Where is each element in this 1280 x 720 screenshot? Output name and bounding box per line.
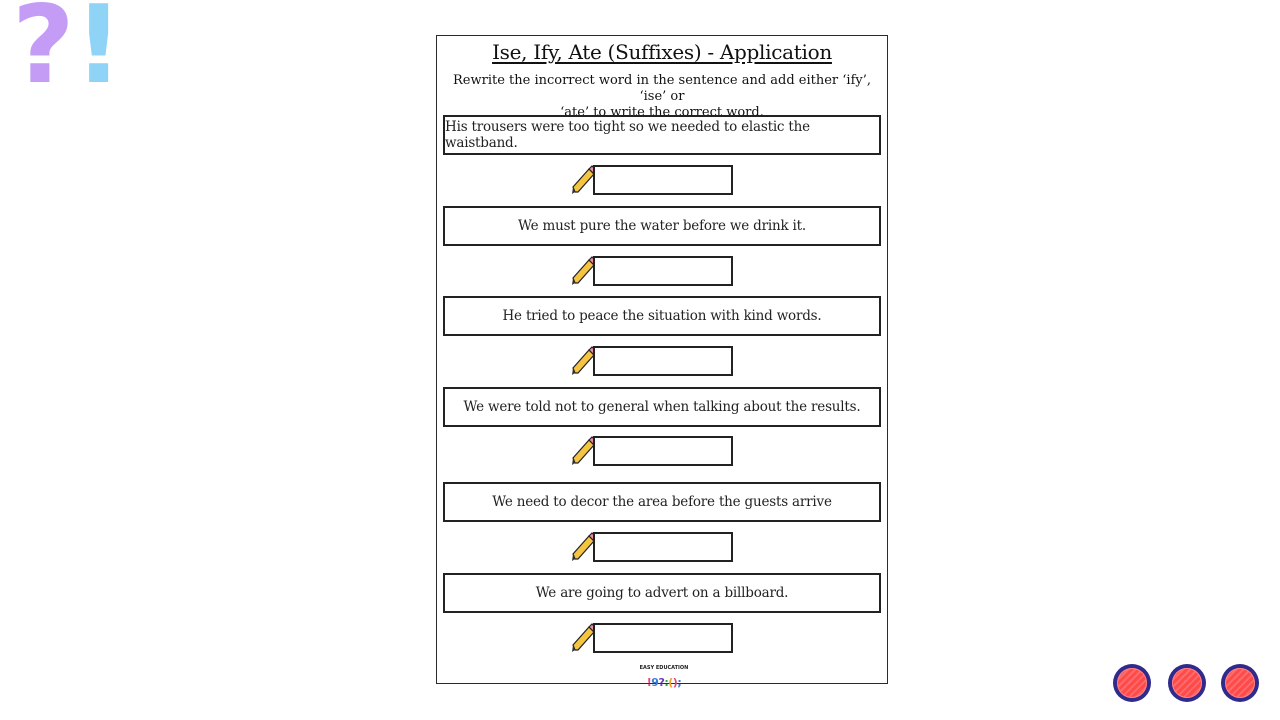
sentence-box: [443, 115, 881, 155]
answer-input[interactable]: [593, 623, 733, 653]
scribble-circle-icon: [1117, 668, 1147, 698]
nav-button-3[interactable]: [1221, 664, 1259, 702]
answer-input[interactable]: [593, 436, 733, 466]
sentence-box: [443, 387, 881, 427]
glyph: ?: [658, 676, 665, 689]
worksheet-title: Ise, Ify, Ate (Suffixes) - Application: [492, 40, 832, 64]
glyph: ;: [677, 676, 682, 689]
sentence-text: We are going to advert on a billboard.: [535, 585, 789, 601]
worksheet: [436, 35, 888, 689]
sentence-text: We were told not to general when talking about the results.: [463, 399, 861, 415]
glyph: !: [646, 676, 652, 689]
glyph: :: [664, 676, 669, 689]
scribble-circle-icon: [1225, 668, 1255, 698]
glyph: (: [668, 676, 673, 689]
easy-education-logo: [637, 665, 691, 689]
brand-glyphs: [647, 676, 681, 689]
glyph: 9: [651, 676, 659, 689]
nav-button-1[interactable]: [1113, 664, 1151, 702]
answer-row: [571, 532, 739, 564]
question-exclamation-logo: [12, 0, 124, 108]
answer-input[interactable]: [593, 346, 733, 376]
sentence-text: We need to decor the area before the guests arrive: [492, 494, 832, 510]
answer-row: [571, 436, 739, 468]
answer-input[interactable]: [593, 165, 733, 195]
answer-row: [571, 346, 739, 378]
sentence-text: His trousers were too tight so we needed to elastic the waistband.: [445, 119, 810, 151]
instruction-line-2: ‘ate’ to write the correct word.: [560, 105, 764, 120]
scribble-circle-icon: [1172, 668, 1202, 698]
answer-input[interactable]: [593, 532, 733, 562]
sentence-box: [443, 573, 881, 613]
glyph: ): [672, 676, 678, 689]
sentence-box: [443, 482, 881, 522]
nav-button-2[interactable]: [1168, 664, 1206, 702]
answer-row: [571, 256, 739, 288]
sentence-box: [443, 206, 881, 246]
answer-row: [571, 165, 739, 197]
brand-name: EASY EDUCATION: [639, 665, 689, 671]
answer-input[interactable]: [593, 256, 733, 286]
question-mark-icon: ?: [12, 0, 75, 108]
worksheet-instructions: [447, 73, 877, 121]
sentence-text: We must pure the water before we drink it.: [518, 218, 806, 234]
exclamation-mark-icon: !: [74, 0, 124, 108]
sentence-box: [443, 296, 881, 336]
sentence-text: He tried to peace the situation with kind words.: [502, 308, 822, 324]
instruction-line-1: Rewrite the incorrect word in the sentence and add either ‘ify’, ‘ise’ or: [453, 73, 871, 104]
answer-row: [571, 623, 739, 655]
